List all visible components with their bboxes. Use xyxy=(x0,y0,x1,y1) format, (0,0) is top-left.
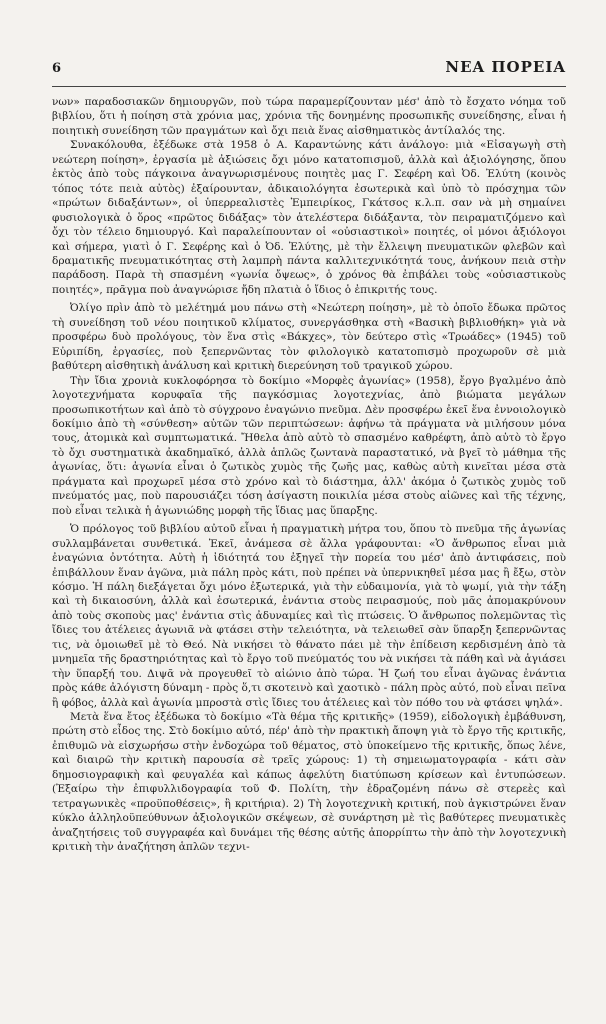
paragraph: Τὴν ἴδια χρονιὰ κυκλοφόρησα τὸ δοκίμιο «Μορφὲς ἀγωνίας» (1958), ἔργο βγαλμένο ἀπὸ λογοτεχνήματα κορυφαῖα τῆς παγκόσμιας λογοτεχνίας, ἀπὸ βιώματα μεγάλων προσωπικοτήτων καὶ ἀπὸ τὸ σύγχρονο ἐναγώνιο πνεῦμα. Δὲν προσφέρω ἐκεῖ ἕνα ἐννοιολογικὸ δοκίμιο ἀπὸ τὴ «σύνθεση» αὐτῶν τῶν περιπτώσεων: ἀφήνω τὰ πράγματα νὰ μιλήσουν μόνα τους, ἀτομικὰ καὶ συμπτωματικά. Ἤθελα ἀπὸ αὐτὸ τὸ σπασμένο καθρέφτη, ἀπὸ αὐτὸ τὸ ἔργο τὸ ὄχι συστηματικὰ ἀκαδημαϊκό, ἀλλὰ ἁπλῶς ζωντανὰ παραστατικό, νὰ βγεῖ τὸ μάθημα τῆς ἀγωνίας, ὅτι: ἀγωνία εἶναι ὁ ζωτικὸς χυμὸς τῆς ζωῆς μας, καθὼς αὐτὴ κινεῖται μέσα στὰ πράγματα καὶ προχωρεῖ μέσα στὸ χρόνο καὶ τὸ διάστημα, ἀλλ' ἀκόμα ὁ ζωτικὸς χυμὸς τοῦ πνεύματός μας, ποὺ παρουσιάζει τόση ἀσίγαστη ποικιλία μέσα στοὺς αἰῶνες καὶ τῆς τέχνης, ποὺ εἶναι τελικὰ ἡ ἀγωνιώδης μορφὴ τῆς ἴδιας μας ὕπαρξης. xyxy=(52,374,566,517)
page-number: 6 xyxy=(52,61,62,76)
paragraph: νων» παραδοσιακῶν δημιουργῶν, ποὺ τώρα παραμερίζουνταν μέσ' ἀπὸ τὸ ἔσχατο νόημα τοῦ βιβλίου, ὅτι ἡ ποίηση στὰ χρόνια μας, χρόνια τῆς δονημένης προσωπικῆς συνείδησης, εἶναι ἡ ποιητικὴ συνείδηση τῶν πραγμάτων καὶ ὄχι πειὰ ἕνας αἰσθηματικὸς ἀντίλαλός της. xyxy=(52,96,566,137)
page-header xyxy=(52,58,566,87)
paragraph: Συνακόλουθα, ἐξέδωκε στὰ 1958 ὁ Α. Καραντώνης κάτι ἀνάλογο: μιὰ «Εἰσαγωγὴ στὴ νεώτερη ποίηση», ἐργασία μὲ ἀξιώσεις ὄχι μόνο κατατοπισμοῦ, ἀλλὰ καὶ ἀξιολόγησης, ὅπου ἐκτὸς ἀπὸ τοὺς πάγκοινα ἀναγνωρισμένους ποιητὲς μας Γ. Σεφέρη καὶ Ὀδ. Ἐλύτη (κοινὸς τόπος τότε πειὰ αὐτὸς) ἐξαίρουνταν, ἀδικαιολόγητα ἐσωτερικὰ καὶ ὑπὸ τὸ πρόσχημα τῶν «πρώτων διδαξάντων», οἱ ὑπερρεαλιστὲς Ἐμπειρίκος, Γκάτσος κ.λ.π. σαν νὰ μὴ σημαίνει φυσιολογικὰ ὁ ὅρος «πρῶτος διδάξας» τὸν ἀτελέστερα διδάξαντα, τὸν πειραματιζόμενο καὶ ὄχι τὸν τέλειο δημιουργό. Καὶ παραλείπουνταν οἱ «οὐσιαστικοὶ» ποιητές, οἱ μόνοι ἀξιόλογοι καὶ σήμερα, γιατὶ ὁ Γ. Σεφέρης καὶ ὁ Ὀδ. Ἐλύτης, μὲ τὴν ἔλλειψη πνευματικῶν φλεβῶν καὶ δραματικῆς πνευματικότητας στὴ λαμπρὴ πάντα καλλιτεχνικότητά τους, ἀνήκουν πειὰ στὴν παράδοση. Παρὰ τὴ σπασμένη «γωνία ὄψεως», ὁ χρόνος θὰ ἐπιβάλει τοὺς «οὐσιαστικοὺς ποιητές», πρᾶγμα ποὺ ἀναγνώρισε ἤδη πλατιὰ ὁ ἴδιος ὁ ἐπικριτής τους. xyxy=(52,139,566,296)
paragraph: Ὀλίγο πρὶν ἀπὸ τὸ μελέτημά μου πάνω στὴ «Νεώτερη ποίηση», μὲ τὸ ὁποῖο ἔδωκα πρῶτος τὴ συνείδηση τοῦ νέου ποιητικοῦ κλίματος, συνεργάσθηκα στὴ «Βασικὴ βιβλιοθήκη» γιὰ νὰ προσφέρω δυὸ προλόγους, τὸν ἕνα στὶς «Βάκχες», τὸν δεύτερο στὶς «Τρωάδες» (1945) τοῦ Εὐριπίδη, ἐργασίες, ποὺ ξεπερνῶντας τὸν φιλολογικὸ κατατοπισμὸ προχωροῦν σὲ μιὰ βαθύτερη αἰσθητικὴ ἀνάλυση καὶ κριτικὴ διερεύνηση τοῦ τραγικοῦ χώρου. xyxy=(52,302,566,373)
journal-title: ΝΕΑ ΠΟΡΕΙΑ xyxy=(445,58,566,76)
paragraph: Μετὰ ἕνα ἔτος ἐξέδωκα τὸ δοκίμιο «Τὰ θέμα τῆς κριτικῆς» (1959), εἰδολογικὴ ἐμβάθυνση, πρώτη στὸ εἶδος της. Στὸ δοκίμιο αὐτό, πέρ' ἀπὸ τὴν πρακτικὴ ἄποψη γιὰ τὸ ἔργο τῆς κριτικῆς, ἐπιθυμῶ νὰ εἰσχωρήσω στὴν ἐνδοχώρα τοῦ θέματος, στὸ ὑποκείμενο τῆς κριτικῆς, ὅπως λένε, καὶ διαιρῶ τὴν κριτικὴ παρουσία σὲ τρεῖς χώρους: 1) τὴ σημειωματογραφία - κάτι σὰν δημοσιογραφικὴ καὶ φευγαλέα καὶ κάπως ἀφελύτη διατύπωση κρίσεων καὶ ἐντυπώσεων. (Ἐξαίρω τὴν ἐπιφυλλιδογραφία τοῦ Φ. Πολίτη, τὴν ἑδραζομένη πάνω σὲ στερεὲς καὶ τετραγωνικὲς «προϋποθέσεις», ἢ κριτήρια). 2) Τὴ λογοτεχνικὴ κριτική, ποὺ ἀγκιστρώνει ἕναν κύκλο ἀλληλοϋπεύθυνων ἀξιολογικῶν σκέψεων, σὲ συνάρτηση μὲ τὶς βαθύτερες πνευματικὲς ἀναζητήσεις τοῦ συγγραφέα καὶ δυνάμει τῆς θέσης αὐτῆς ἀπορρίπτω τὴν ἀπὸ τὴν λογοτεχνικὴ κριτικὴ τὴν ἀναζήτηση ἁπλῶν τεχνι- xyxy=(52,711,566,854)
article-body xyxy=(52,95,566,855)
paragraph: Ὁ πρόλογος τοῦ βιβλίου αὐτοῦ εἶναι ἡ πραγματικὴ μήτρα του, ὅπου τὸ πνεῦμα τῆς ἀγωνίας συλλαμβάνεται συνθετικά. Ἐκεῖ, ἀνάμεσα σὲ ἄλλα γράφουνται: «Ὁ ἄνθρωπος εἶναι μιὰ ἐναγώνια ὀντότητα. Αὐτὴ ἡ ἰδιότητά του ἐξηγεῖ τὴν πορεία του μέσ' ἀπὸ ἀντιφάσεις, ποὺ ἐπιβάλλουν ἕναν ἀγῶνα, μιὰ πάλη πρὸς κάτι, ποὺ πρέπει νὰ ὑπερνικηθεῖ μέσα μας ἢ ἔξω, στὸν κόσμο. Ἡ πάλη διεξάγεται ὄχι μόνο ἐξωτερικά, γιὰ τὴν εὐδαιμονία, γιὰ τὸ ψωμί, γιὰ τὴν τάξη καὶ τὴ δικαιοσύνη, ἀλλὰ καὶ ἐσωτερικά, ἐνάντια στοὺς πειρασμούς, ποὺ μᾶς ἀπομακρύνουν ἀπὸ τοὺς σκοποὺς μας' ἐνάντια στὶς ἀδυναμίες καὶ τὶς πτώσεις. Ὁ ἄνθρωπος πολεμῶντας τὶς ἴδιες του ἀτέλειες ἀγωνιᾶ νὰ φτάσει στὴν τελειότητα, νὰ τελειωθεῖ σὰν ὕπαρξη ξεπερνῶντας τις, νὰ ὁμοιωθεῖ μὲ τὸ Θεό. Νὰ νικήσει τὸ θάνατο πάει μὲ τὴν ἐπίδειση κερδισμένη ἀπὸ τὰ μνημεῖα τῆς δραστηριότητας καὶ τὸ ἔργο τοῦ πνεύματός του νὰ νικήσει τὰ πάθη καὶ νὰ ἁγιάσει τὴν ὕπαρξή του. Διψᾶ νὰ προγευθεῖ τὸ αἰώνιο ἀπὸ τώρα. Ἡ ζωή του εἶναι ἀγῶνας ἐνάντια πρὸς κάθε ἀλόγιστη δύναμη - πρὸς ὅ,τι σκοτεινὸ καὶ χαοτικὸ - πάλη πρὸς αὐτό, ποὺ εἶναι πεῖνα ἢ φόβος, ἀλλὰ καὶ ἀγωνία μπροστὰ στὶς ἴδιες του ἀτέλειες καὶ τὸν πόθο του νὰ φτάσει ψηλά». xyxy=(52,523,566,709)
